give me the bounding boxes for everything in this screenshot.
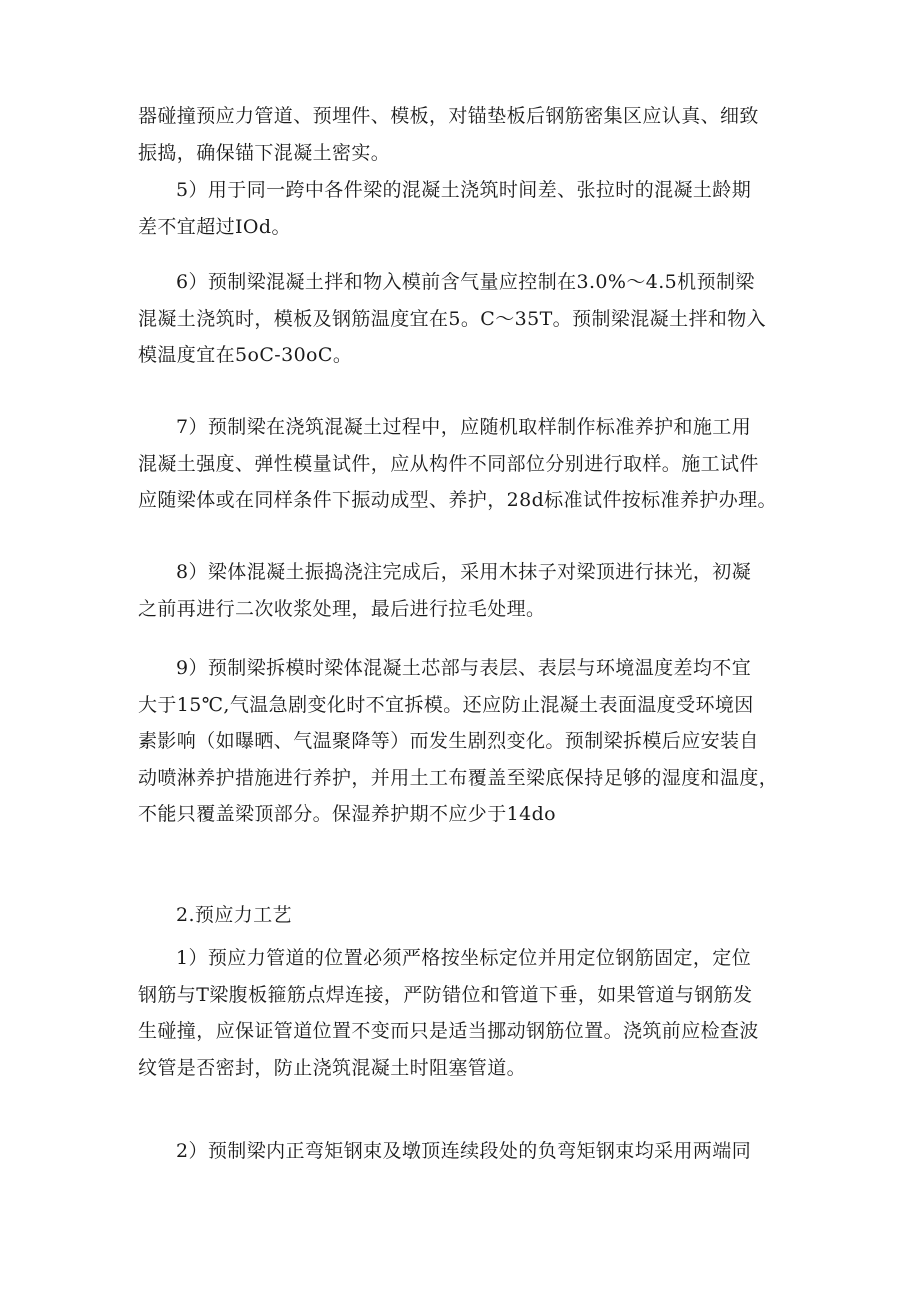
text-line: 9）预制梁拆模时梁体混凝土芯部与表层、表层与环境温度差均不宜 <box>176 657 752 679</box>
paragraph-continuation <box>138 98 784 171</box>
text-line: 6）预制梁混凝土拌和物入模前含气量应控制在3.0%～4.5机预制梁 <box>176 271 755 293</box>
text-line: 之前再进行二次收浆处理，最后进行拉毛处理。 <box>138 597 546 620</box>
text-line: 素影响（如曝晒、气温聚降等）而发生剧烈变化。预制梁拆模后应安装自 <box>138 730 759 753</box>
text-line: 混凝土强度、弹性模量试件，应从构件不同部位分别进行取样。施工试件 <box>138 452 759 475</box>
text-line: 不能只覆盖梁顶部分。保湿养护期不应少于14do <box>138 803 556 826</box>
paragraph-item-9 <box>138 650 784 833</box>
paragraph-item-2 <box>138 1133 784 1170</box>
paragraph-item-6 <box>138 264 784 374</box>
text-line: 5）用于同一跨中各件梁的混凝土浇筑时间差、张拉时的混凝土龄期 <box>176 179 752 201</box>
paragraph-item-1 <box>138 940 784 1086</box>
text-line: 生碰撞，应保证管道位置不变而只是适当挪动钢筋位置。浇筑前应检查波 <box>138 1020 759 1043</box>
text-line: 2.预应力工艺 <box>176 904 292 926</box>
text-line: 2）预制梁内正弯矩钢束及墩顶连续段处的负弯矩钢束均采用两端同 <box>176 1140 752 1162</box>
text-line: 振捣，确保锚下混凝土密实。 <box>138 141 391 164</box>
text-line: 1）预应力管道的位置必须严格按坐标定位并用定位钢筋固定，定位 <box>176 947 752 969</box>
text-line: 差不宜超过IOd。 <box>138 215 291 238</box>
text-line: 混凝土浇筑时，模板及钢筋温度宜在5。C～35T。预制梁混凝土拌和物入 <box>138 307 767 330</box>
paragraph-item-7 <box>138 409 784 519</box>
paragraph-item-8 <box>138 554 784 627</box>
text-line: 大于15℃,气温急剧变化时不宜拆模。还应防止混凝土表面温度受环境因 <box>138 693 754 716</box>
text-line: 纹管是否密封，防止浇筑混凝土时阻塞管道。 <box>138 1056 527 1079</box>
text-line: 器碰撞预应力管道、预埋件、模板，对锚垫板后钢筋密集区应认真、细致 <box>138 105 759 127</box>
text-line: 应随梁体或在同样条件下振动成型、养护，28d标准试件按标准养护办理。 <box>138 489 777 512</box>
text-line: 动喷淋养护措施进行养护，并用土工布覆盖至梁底保持足够的湿度和温度， <box>138 766 779 789</box>
section-heading <box>138 897 784 934</box>
text-line: 模温度宜在5oC-30oC。 <box>138 344 353 367</box>
text-line: 8）梁体混凝土振捣浇注完成后，采用木抹子对梁顶进行抹光，初凝 <box>176 561 752 583</box>
paragraph-item-5 <box>138 172 784 245</box>
text-line: 钢筋与T梁腹板箍筋点焊连接，严防错位和管道下垂，如果管道与钢筋发 <box>138 983 753 1006</box>
text-line: 7）预制梁在浇筑混凝土过程中，应随机取样制作标准养护和施工用 <box>176 416 752 438</box>
